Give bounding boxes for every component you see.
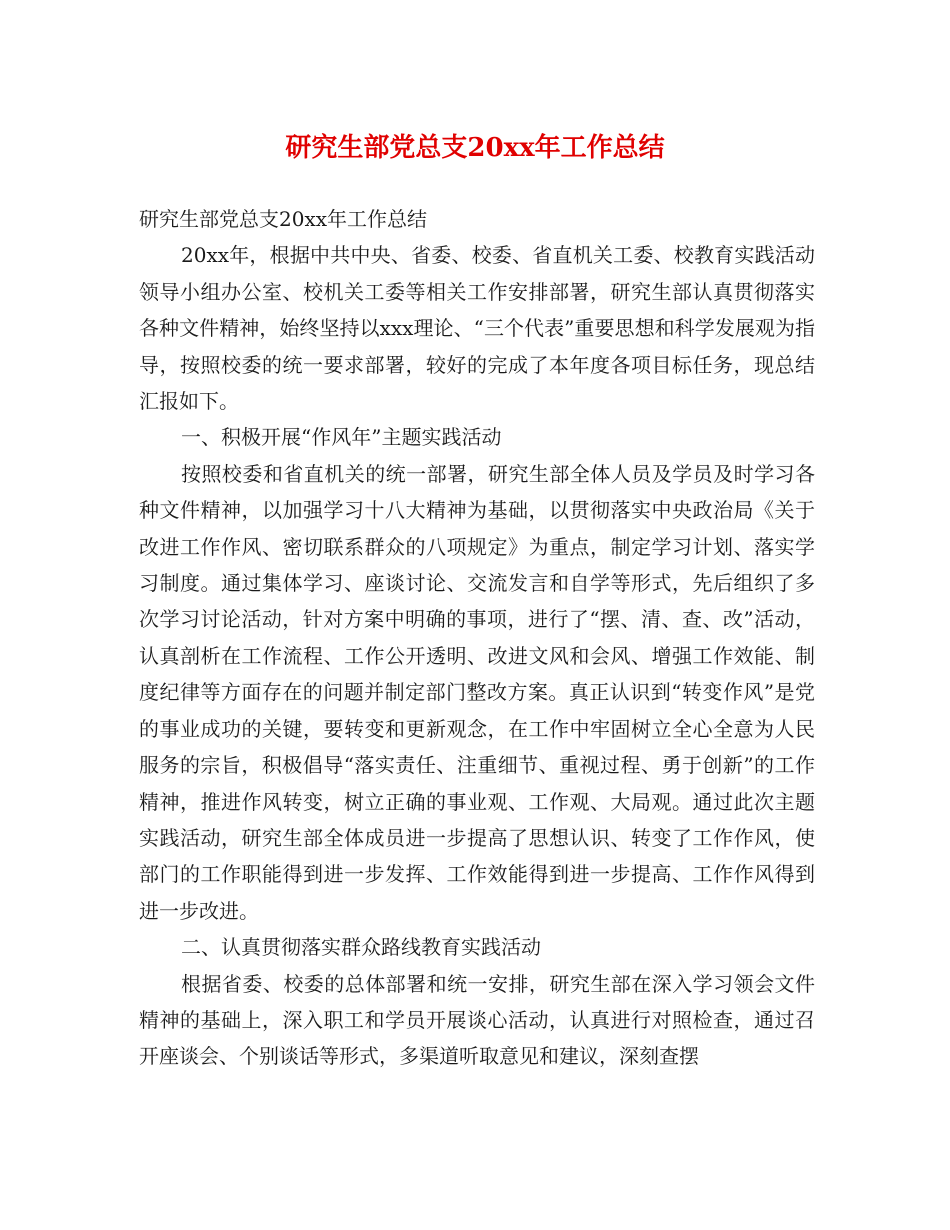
document-body xyxy=(139,201,815,1075)
subtitle-paragraph: 研究生部党总支20xx年工作总结 xyxy=(139,207,428,231)
section-heading-2: 二、认真贯彻落实群众路线教育实践活动 xyxy=(181,935,541,960)
document-title: 研究生部党总支20xx年工作总结 xyxy=(285,133,665,163)
section-2-paragraph: 根据省委、校委的总体部署和统一安排，研究生部在深入学习领会文件精神的基础上，深入职工和学员开展谈心活动，认真进行对照检查，通过召开座谈会、个别谈话等形式，多渠道听取意见和建议，深刻查摆 xyxy=(139,971,815,1069)
section-heading-1: 一、积极开展“作风年”主题实践活动 xyxy=(181,425,502,450)
intro-paragraph: 20xx年，根据中共中央、省委、校委、省直机关工委、校教育实践活动领导小组办公室、校机关工委等相关工作安排部署，研究生部认真贯彻落实各种文件精神，始终坚持以xxx理论、“三个代表”重要思想和科学发展观为指导，按照校委的统一要求部署，较好的完成了本年度各项目标任务，现总结汇报如下。 xyxy=(139,243,815,414)
section-1-paragraph: 按照校委和省直机关的统一部署，研究生部全体人员及学员及时学习各种文件精神，以加强学习十八大精神为基础，以贯彻落实中央政治局《关于改进工作作风、密切联系群众的八项规定》为重点，制定学习计划、落实学习制度。通过集体学习、座谈讨论、交流发言和自学等形式，先后组织了多次学习讨论活动，针对方案中明确的事项，进行了“摆、清、查、改”活动，认真剖析在工作流程、工作公开透明、改进文风和会风、增强工作效能、制度纪律等方面存在的问题并制定部门整改方案。真正认识到“转变作风”是党的事业成功的关键，要转变和更新观念，在工作中牢固树立全心全意为人民服务的宗旨，积极倡导“落实责任、注重细节、重视过程、勇于创新”的工作精神，推进作风转变，树立正确的事业观、工作观、大局观。通过此次主题实践活动，研究生部全体成员进一步提高了思想认识、转变了工作作风，使部门的工作职能得到进一步发挥、工作效能得到进一步提高、工作作风得到进一步改进。 xyxy=(139,461,815,923)
